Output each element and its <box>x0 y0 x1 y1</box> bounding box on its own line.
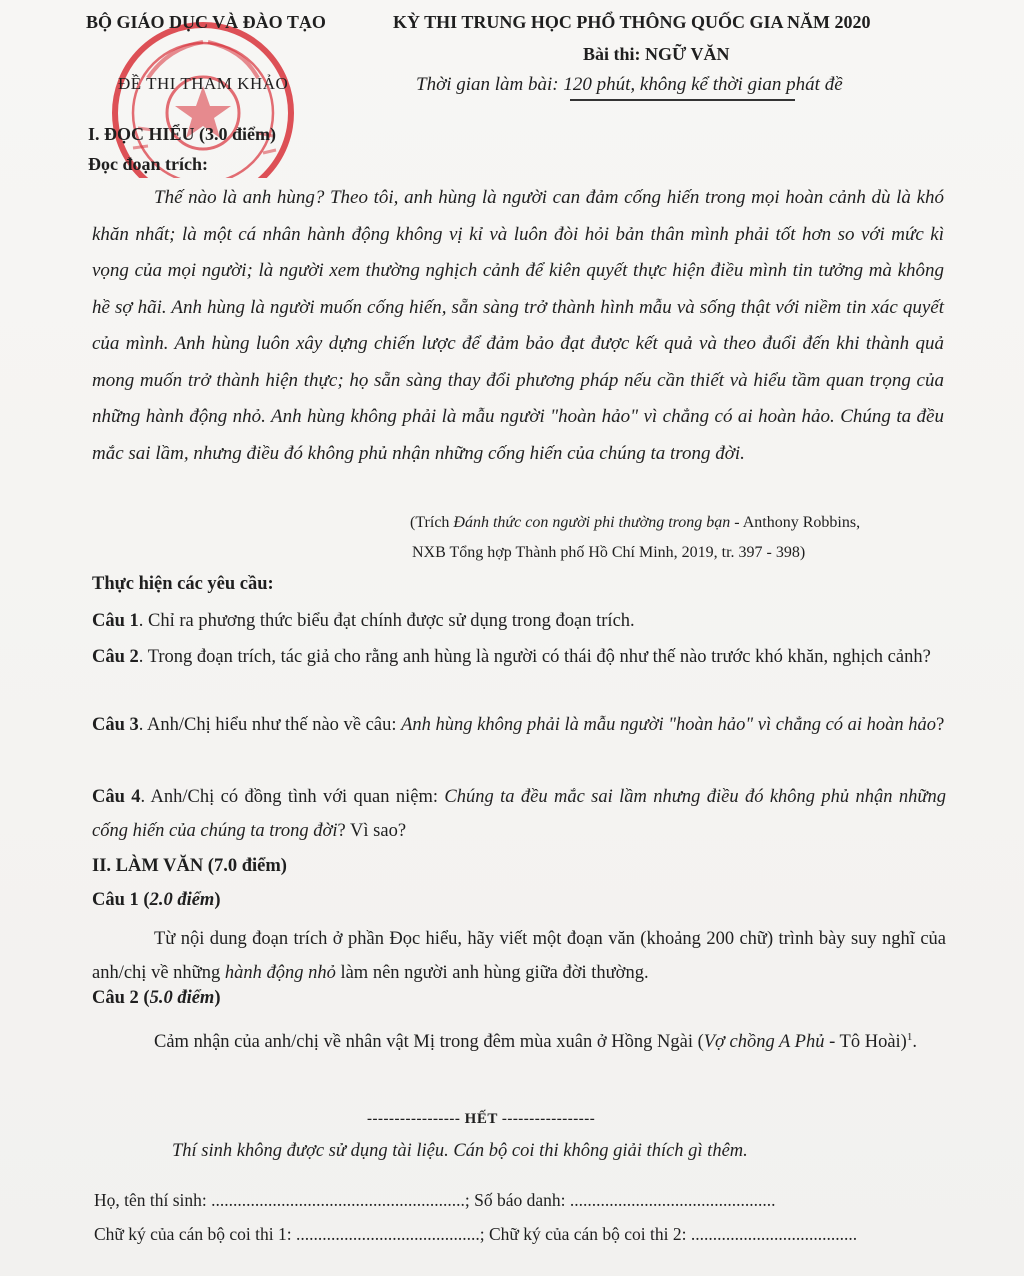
proctor-1-signature-field[interactable]: .......................................... <box>295 1224 480 1244</box>
exam-time: Thời gian làm bài: 120 phút, không kể thời gian phát đề <box>416 74 843 95</box>
writing-question-2-label: Câu 2 (5.0 điểm) <box>92 988 221 1008</box>
end-marker: ----------------- HẾT ----------------- <box>367 1111 596 1127</box>
document-type: ĐỀ THI THAM KHẢO <box>118 74 289 93</box>
section-reading-heading: I. ĐỌC HIỂU (3.0 điểm) <box>88 124 276 144</box>
ministry-name: BỘ GIÁO DỤC VÀ ĐÀO TẠO <box>86 12 326 32</box>
exam-subject: Bài thi: NGỮ VĂN <box>583 44 730 64</box>
writing-question-1-text: Từ nội dung đoạn trích ở phần Đọc hiểu, hãy viết một đoạn văn (khoảng 200 chữ) trình bày suy nghĩ của anh/chị về những hành động nhỏ làm nên người anh hùng giữa đời thường. <box>92 929 946 983</box>
proctor-2-signature-field[interactable]: ...................................... <box>690 1224 858 1244</box>
citation-book-title: Đánh thức con người phi thường trong bạn <box>453 514 731 531</box>
question-1: Câu 1. Chỉ ra phương thức biểu đạt chính được sử dụng trong đoạn trích. <box>92 611 635 631</box>
reading-intro: Đọc đoạn trích: <box>88 154 208 174</box>
proctor-2-label: ; Chữ ký của cán bộ coi thi 2: <box>479 1224 691 1244</box>
exam-title: KỲ THI TRUNG HỌC PHỔ THÔNG QUỐC GIA NĂM 2020 <box>393 12 871 32</box>
candidate-name-label: Họ, tên thí sinh: <box>94 1190 212 1210</box>
time-underline <box>570 99 795 101</box>
writing-question-1-label: Câu 1 (2.0 điểm) <box>92 890 221 910</box>
citation-line-1: (Trích Đánh thức con người phi thường trong bạn - Anthony Robbins, <box>410 514 861 531</box>
proctor-1-label: Chữ ký của cán bộ coi thi 1: <box>94 1224 296 1244</box>
candidate-id-field[interactable]: ............................................... <box>569 1190 776 1210</box>
candidate-id-label: ; Số báo danh: <box>464 1190 570 1210</box>
writing-question-2-text: Cảm nhận của anh/chị về nhân vật Mị trong đêm mùa xuân ở Hồng Ngài (Vợ chồng A Phủ - Tô Hoài)$^1$. <box>154 1031 917 1053</box>
candidate-info-row <box>94 1190 776 1211</box>
candidate-notice: Thí sinh không được sử dụng tài liệu. Cán bộ coi thi không giải thích gì thêm. <box>172 1141 748 1161</box>
question-3: Câu 3. Anh/Chị hiểu như thế nào về câu: Anh hùng không phải là mẫu người "hoàn hảo" vì chẳng có ai hoàn hảo? <box>92 715 945 735</box>
section-writing-heading: II. LÀM VĂN (7.0 điểm) <box>92 856 287 876</box>
citation-line-2: NXB Tổng hợp Thành phố Hồ Chí Minh, 2019, tr. 397 - 398) <box>412 544 806 561</box>
question-4: Câu 4. Anh/Chị có đồng tình với quan niệm: Chúng ta đều mắc sai lầm nhưng điều đó không phủ nhận những cống hiến của chúng ta trong đời? Vì sao? <box>92 787 947 841</box>
reading-passage: Thế nào là anh hùng? Theo tôi, anh hùng là người can đảm cống hiến trong mọi hoàn cảnh dù là khó khăn nhất; là một cá nhân hành động không vị kỉ và luôn đòi hỏi bản thân mình phải tốt hơn so với mức kì vọng của mọi người; là người xem thường nghịch cảnh để kiên quyết thực hiện điều mình tin tưởng mà không hề sợ hãi. Anh hùng là người muốn cống hiến, sẵn sàng trở thành hình mẫu và sống thật với niềm tin xác quyết của mình. Anh hùng luôn xây dựng chiến lược để đảm bảo đạt được kết quả và theo đuổi đến khi thành quả mong muốn trở thành hiện thực; họ sẵn sàng thay đổi phương pháp nếu cần thiết và hiểu tầm quan trọng của những hành động nhỏ. Anh hùng không phải là mẫu người "hoàn hảo" vì chẳng có ai hoàn hảo. Chúng ta đều mắc sai lầm, nhưng điều đó không phủ nhận những cống hiến của chúng ta trong đời. <box>92 187 944 464</box>
candidate-name-field[interactable]: .......................................................... <box>211 1190 465 1210</box>
question-2: Câu 2. Trong đoạn trích, tác giả cho rằng anh hùng là người có thái độ như thế nào trước khó khăn, nghịch cảnh? <box>92 647 931 667</box>
tasks-heading: Thực hiện các yêu cầu: <box>92 574 274 594</box>
proctor-signature-row <box>94 1224 857 1245</box>
